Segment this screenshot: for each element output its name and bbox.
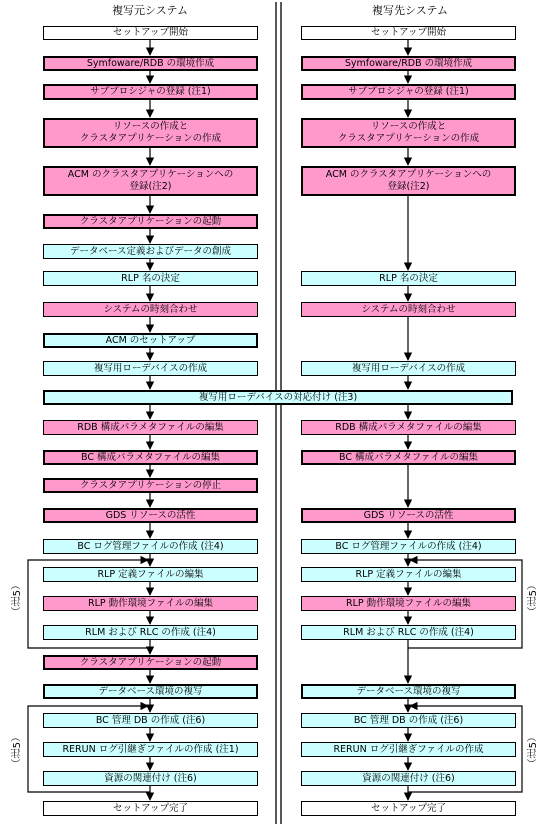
left-acm-register — [43, 166, 258, 196]
right-acm-reg-line2: 登録(注2) — [387, 181, 430, 192]
right-note5-lower: （注5） — [528, 732, 539, 769]
left-cluster-stop: クラスタアプリケーションの停止 — [43, 478, 258, 493]
right-rlp-def: RLP 定義ファイルの編集 — [301, 567, 516, 582]
left-bc-mgmt: BC 管理 DB の作成 (注6) — [43, 713, 258, 728]
left-db-define: データベース定義およびデータの創成 — [43, 244, 258, 259]
right-rdb-param: RDB 構成パラメタファイルの編集 — [301, 420, 516, 435]
right-subprocedure: サブプロシジャの登録 (注1) — [301, 84, 516, 100]
right-bc-param: BC 構成パラメタファイルの編集 — [301, 450, 516, 465]
left-rlp-name: RLP 名の決定 — [43, 271, 258, 286]
target-system-header: 複写先システム — [372, 4, 448, 17]
right-bc-log: BC ログ管理ファイルの作成 (注4) — [301, 539, 516, 554]
left-db-copy: データベース環境の複写 — [43, 684, 258, 699]
source-system-header: 複写元システム — [112, 4, 188, 17]
left-resource-line1: リソースの作成と — [112, 121, 189, 133]
right-acm-register — [301, 166, 516, 196]
left-rdb-env: Symfoware/RDB の環境作成 — [43, 56, 258, 71]
left-resource-assoc: 資源の関連付け (注6) — [43, 771, 258, 786]
left-rerun: RERUN ログ引継ぎファイルの作成 (注1) — [43, 742, 258, 757]
right-setup-end: セットアップ完了 — [301, 801, 516, 816]
left-raw-device: 複写用ローデバイスの作成 — [43, 361, 258, 376]
right-time-sync: システムの時刻合わせ — [301, 302, 516, 317]
left-rlp-env: RLP 動作環境ファイルの編集 — [43, 596, 258, 611]
right-resource-line2: クラスタアプリケーションの作成 — [337, 133, 480, 144]
raw-device-mapping: 複写用ローデバイスの対応付け (注3) — [43, 390, 513, 405]
left-acm-reg-line2: 登録(注2) — [129, 181, 172, 192]
left-rdb-param: RDB 構成パラメタファイルの編集 — [43, 420, 258, 435]
right-resource-assoc: 資源の関連付け (注6) — [301, 771, 516, 786]
left-setup-end: セットアップ完了 — [43, 801, 258, 816]
left-rlm-rlc: RLM および RLC の作成 (注4) — [43, 625, 258, 640]
right-gds: GDS リソースの活性 — [301, 508, 516, 523]
right-note5-upper: （注5） — [528, 580, 539, 617]
right-resource-create — [301, 118, 516, 148]
left-resource-create — [43, 118, 258, 148]
right-rlp-name: RLP 名の決定 — [301, 271, 516, 286]
left-resource-line2: クラスタアプリケーションの作成 — [79, 133, 222, 144]
left-setup-start: セットアップ開始 — [43, 26, 258, 40]
left-cluster-start2: クラスタアプリケーションの起動 — [43, 655, 258, 670]
right-rdb-env: Symfoware/RDB の環境作成 — [301, 56, 516, 71]
left-acm-reg-line1: ACM のクラスタアプリケーションへの — [67, 169, 234, 181]
left-note5-lower: （注5） — [12, 732, 23, 769]
left-cluster-start: クラスタアプリケーションの起動 — [43, 214, 258, 229]
right-bc-mgmt: BC 管理 DB の作成 (注6) — [301, 713, 516, 728]
left-subprocedure: サブプロシジャの登録 (注1) — [43, 84, 258, 100]
right-db-copy: データベース環境の複写 — [301, 684, 516, 699]
right-resource-line1: リソースの作成と — [370, 121, 447, 133]
right-setup-start: セットアップ開始 — [301, 26, 516, 40]
left-bc-param: BC 構成パラメタファイルの編集 — [43, 450, 258, 465]
left-acm-setup: ACM のセットアップ — [43, 333, 258, 348]
left-bc-log: BC ログ管理ファイルの作成 (注4) — [43, 539, 258, 554]
right-rerun: RERUN ログ引継ぎファイルの作成 — [301, 742, 516, 757]
left-rlp-def: RLP 定義ファイルの編集 — [43, 567, 258, 582]
right-rlm-rlc: RLM および RLC の作成 (注4) — [301, 625, 516, 640]
left-time-sync: システムの時刻合わせ — [43, 302, 258, 317]
right-acm-reg-line1: ACM のクラスタアプリケーションへの — [325, 169, 492, 181]
left-gds: GDS リソースの活性 — [43, 508, 258, 523]
right-rlp-env: RLP 動作環境ファイルの編集 — [301, 596, 516, 611]
left-note5-upper: （注5） — [12, 580, 23, 617]
right-raw-device: 複写用ローデバイスの作成 — [301, 361, 516, 376]
